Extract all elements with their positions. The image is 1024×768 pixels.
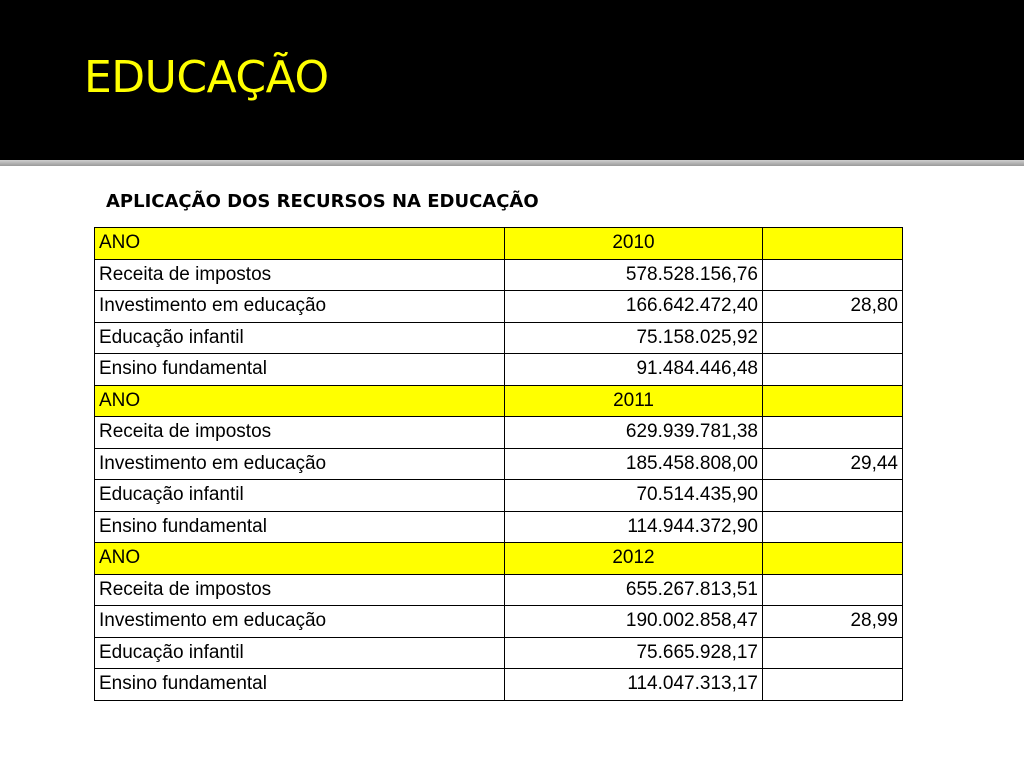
row-value: 190.002.858,47 — [505, 606, 763, 638]
row-label: Receita de impostos — [95, 574, 505, 606]
row-percent — [763, 354, 903, 386]
row-value: 578.528.156,76 — [505, 259, 763, 291]
row-label: Ensino fundamental — [95, 669, 505, 701]
row-value: 91.484.446,48 — [505, 354, 763, 386]
year-header-label: ANO — [95, 543, 505, 575]
year-header-label: ANO — [95, 228, 505, 260]
row-label: Investimento em educação — [95, 448, 505, 480]
year-header-value: 2010 — [505, 228, 763, 260]
year-header-row — [95, 228, 903, 260]
year-header-empty — [763, 543, 903, 575]
table-row — [95, 417, 903, 449]
table-row — [95, 322, 903, 354]
table-row — [95, 669, 903, 701]
table-row — [95, 511, 903, 543]
table-title: APLICAÇÃO DOS RECURSOS NA EDUCAÇÃO — [106, 191, 539, 212]
year-header-row — [95, 543, 903, 575]
row-label: Educação infantil — [95, 637, 505, 669]
row-value: 75.158.025,92 — [505, 322, 763, 354]
row-label: Educação infantil — [95, 480, 505, 512]
row-value: 185.458.808,00 — [505, 448, 763, 480]
year-header-value: 2011 — [505, 385, 763, 417]
row-label: Educação infantil — [95, 322, 505, 354]
row-percent: 28,80 — [763, 291, 903, 323]
slide-header — [0, 0, 1024, 160]
row-percent: 28,99 — [763, 606, 903, 638]
year-header-empty — [763, 228, 903, 260]
row-value: 114.047.313,17 — [505, 669, 763, 701]
year-header-label: ANO — [95, 385, 505, 417]
table-row — [95, 291, 903, 323]
table-row — [95, 259, 903, 291]
year-header-empty — [763, 385, 903, 417]
row-label: Ensino fundamental — [95, 354, 505, 386]
row-value: 75.665.928,17 — [505, 637, 763, 669]
row-label: Receita de impostos — [95, 259, 505, 291]
row-percent — [763, 480, 903, 512]
table-row — [95, 574, 903, 606]
row-value: 114.944.372,90 — [505, 511, 763, 543]
row-label: Investimento em educação — [95, 606, 505, 638]
education-resources-table — [94, 227, 903, 701]
row-label: Receita de impostos — [95, 417, 505, 449]
row-label: Ensino fundamental — [95, 511, 505, 543]
row-percent: 29,44 — [763, 448, 903, 480]
year-header-value: 2012 — [505, 543, 763, 575]
row-percent — [763, 322, 903, 354]
row-percent — [763, 669, 903, 701]
table-row — [95, 480, 903, 512]
table-row — [95, 606, 903, 638]
row-percent — [763, 259, 903, 291]
row-percent — [763, 511, 903, 543]
row-value: 655.267.813,51 — [505, 574, 763, 606]
row-percent — [763, 637, 903, 669]
row-value: 629.939.781,38 — [505, 417, 763, 449]
row-percent — [763, 417, 903, 449]
table-row — [95, 354, 903, 386]
row-percent — [763, 574, 903, 606]
table-row — [95, 637, 903, 669]
table-row — [95, 448, 903, 480]
row-value: 166.642.472,40 — [505, 291, 763, 323]
slide-content — [0, 166, 1024, 768]
year-header-row — [95, 385, 903, 417]
row-value: 70.514.435,90 — [505, 480, 763, 512]
slide-title: EDUCAÇÃO — [84, 52, 329, 103]
row-label: Investimento em educação — [95, 291, 505, 323]
